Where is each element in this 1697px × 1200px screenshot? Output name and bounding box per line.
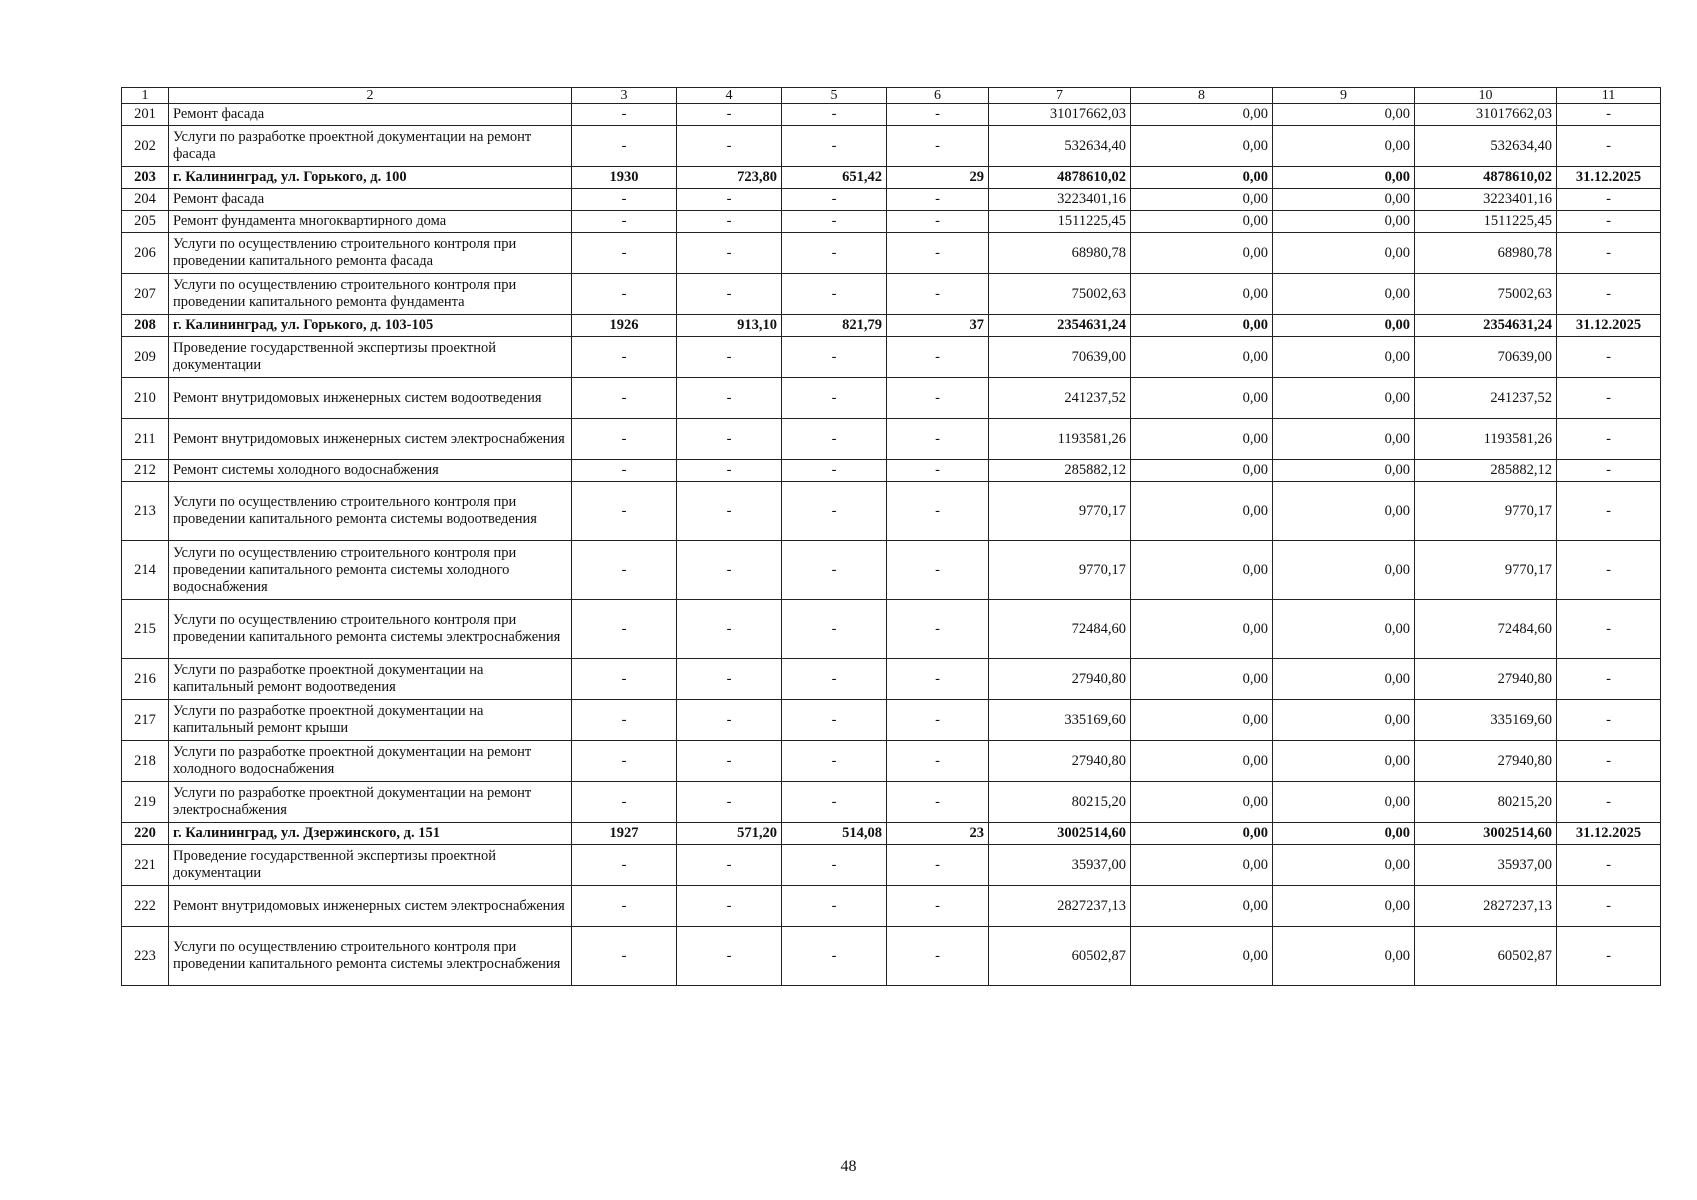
completion-date-cell: - (1557, 460, 1661, 482)
living-area-cell: - (782, 378, 887, 419)
total-area-cell: - (677, 741, 782, 782)
owners-funds-cell: 31017662,03 (1415, 104, 1557, 126)
living-area-cell: - (782, 782, 887, 823)
row-number-cell: 218 (122, 741, 169, 782)
total-cost-cell: 9770,17 (989, 482, 1131, 541)
work-name-cell: Услуги по разработке проектной документации на капитальный ремонт крыши (169, 700, 572, 741)
living-area-cell: - (782, 274, 887, 315)
row-number-cell: 216 (122, 659, 169, 700)
total-cost-cell: 3223401,16 (989, 189, 1131, 211)
regional-funds-cell: 0,00 (1273, 460, 1415, 482)
work-row (122, 104, 1661, 126)
column-number-header (122, 88, 1661, 104)
federal-funds-cell: 0,00 (1131, 460, 1273, 482)
owners-funds-cell: 72484,60 (1415, 600, 1557, 659)
federal-funds-cell: 0,00 (1131, 274, 1273, 315)
owners-funds-cell: 285882,12 (1415, 460, 1557, 482)
row-number-cell: 210 (122, 378, 169, 419)
work-name-cell: Ремонт системы холодного водоснабжения (169, 460, 572, 482)
owners-funds-cell: 9770,17 (1415, 482, 1557, 541)
year-built-cell: - (572, 104, 677, 126)
total-area-cell: - (677, 274, 782, 315)
federal-funds-cell: 0,00 (1131, 211, 1273, 233)
total-cost-cell: 80215,20 (989, 782, 1131, 823)
residents-count-cell: - (887, 126, 989, 167)
total-area-cell: 913,10 (677, 315, 782, 337)
federal-funds-cell: 0,00 (1131, 600, 1273, 659)
total-cost-cell: 27940,80 (989, 659, 1131, 700)
completion-date-cell: - (1557, 927, 1661, 986)
regional-funds-cell: 0,00 (1273, 233, 1415, 274)
living-area-cell: - (782, 541, 887, 600)
year-built-cell: - (572, 460, 677, 482)
work-row (122, 659, 1661, 700)
year-built-cell: - (572, 541, 677, 600)
year-built-cell: - (572, 189, 677, 211)
federal-funds-cell: 0,00 (1131, 741, 1273, 782)
row-number-cell: 222 (122, 886, 169, 927)
regional-funds-cell: 0,00 (1273, 274, 1415, 315)
regional-funds-cell: 0,00 (1273, 337, 1415, 378)
residents-count-cell: - (887, 741, 989, 782)
row-number-cell: 217 (122, 700, 169, 741)
work-row (122, 126, 1661, 167)
completion-date-cell: - (1557, 782, 1661, 823)
total-cost-cell: 70639,00 (989, 337, 1131, 378)
row-number-cell: 214 (122, 541, 169, 600)
residents-count-cell: - (887, 782, 989, 823)
residents-count-cell: - (887, 482, 989, 541)
total-cost-cell: 4878610,02 (989, 167, 1131, 189)
regional-funds-cell: 0,00 (1273, 315, 1415, 337)
regional-funds-cell: 0,00 (1273, 659, 1415, 700)
year-built-cell: - (572, 126, 677, 167)
total-cost-cell: 285882,12 (989, 460, 1131, 482)
completion-date-cell: - (1557, 337, 1661, 378)
total-cost-cell: 72484,60 (989, 600, 1131, 659)
owners-funds-cell: 27940,80 (1415, 659, 1557, 700)
year-built-cell: - (572, 782, 677, 823)
residents-count-cell: - (887, 886, 989, 927)
residents-count-cell: - (887, 419, 989, 460)
regional-funds-cell: 0,00 (1273, 378, 1415, 419)
residents-count-cell: 29 (887, 167, 989, 189)
total-area-cell: 723,80 (677, 167, 782, 189)
living-area-cell: - (782, 211, 887, 233)
total-cost-cell: 1193581,26 (989, 419, 1131, 460)
work-name-cell: Ремонт фундамента многоквартирного дома (169, 211, 572, 233)
row-number-cell: 203 (122, 167, 169, 189)
owners-funds-cell: 2354631,24 (1415, 315, 1557, 337)
federal-funds-cell: 0,00 (1131, 927, 1273, 986)
header-cell: 4 (677, 88, 782, 104)
living-area-cell: 821,79 (782, 315, 887, 337)
row-number-cell: 205 (122, 211, 169, 233)
owners-funds-cell: 241237,52 (1415, 378, 1557, 419)
living-area-cell: - (782, 419, 887, 460)
work-name-cell: Ремонт внутридомовых инженерных систем водоотведения (169, 378, 572, 419)
header-cell: 1 (122, 88, 169, 104)
regional-funds-cell: 0,00 (1273, 104, 1415, 126)
year-built-cell: - (572, 482, 677, 541)
total-cost-cell: 35937,00 (989, 845, 1131, 886)
regional-funds-cell: 0,00 (1273, 845, 1415, 886)
total-area-cell: - (677, 104, 782, 126)
work-name-cell: Услуги по осуществлению строительного контроля при проведении капитального ремонта системы электроснабжения (169, 927, 572, 986)
work-row (122, 337, 1661, 378)
owners-funds-cell: 27940,80 (1415, 741, 1557, 782)
total-area-cell: - (677, 233, 782, 274)
work-row (122, 378, 1661, 419)
page-number: 48 (840, 1158, 857, 1175)
residents-count-cell: 23 (887, 823, 989, 845)
completion-date-cell: - (1557, 419, 1661, 460)
work-name-cell: Проведение государственной экспертизы проектной документации (169, 337, 572, 378)
residents-count-cell: - (887, 274, 989, 315)
work-row (122, 845, 1661, 886)
work-row (122, 211, 1661, 233)
total-cost-cell: 68980,78 (989, 233, 1131, 274)
living-area-cell: - (782, 189, 887, 211)
residents-count-cell: - (887, 541, 989, 600)
works-table (121, 87, 1661, 986)
total-area-cell: - (677, 782, 782, 823)
federal-funds-cell: 0,00 (1131, 782, 1273, 823)
work-row (122, 782, 1661, 823)
work-name-cell: Услуги по осуществлению строительного контроля при проведении капитального ремонта фундамента (169, 274, 572, 315)
work-name-cell: Услуги по разработке проектной документации на капитальный ремонт водоотведения (169, 659, 572, 700)
year-built-cell: - (572, 600, 677, 659)
header-cell: 11 (1557, 88, 1661, 104)
year-built-cell: 1926 (572, 315, 677, 337)
work-row (122, 886, 1661, 927)
header-cell: 6 (887, 88, 989, 104)
work-name-cell: Услуги по разработке проектной документации на ремонт холодного водоснабжения (169, 741, 572, 782)
federal-funds-cell: 0,00 (1131, 541, 1273, 600)
year-built-cell: - (572, 233, 677, 274)
residents-count-cell: - (887, 211, 989, 233)
completion-date-cell: - (1557, 741, 1661, 782)
work-row (122, 460, 1661, 482)
completion-date-cell: 31.12.2025 (1557, 315, 1661, 337)
work-name-cell: г. Калининград, ул. Горького, д. 103-105 (169, 315, 572, 337)
owners-funds-cell: 9770,17 (1415, 541, 1557, 600)
year-built-cell: - (572, 700, 677, 741)
completion-date-cell: - (1557, 482, 1661, 541)
work-name-cell: г. Калининград, ул. Дзержинского, д. 151 (169, 823, 572, 845)
regional-funds-cell: 0,00 (1273, 541, 1415, 600)
work-row (122, 419, 1661, 460)
owners-funds-cell: 70639,00 (1415, 337, 1557, 378)
completion-date-cell: - (1557, 233, 1661, 274)
federal-funds-cell: 0,00 (1131, 482, 1273, 541)
total-cost-cell: 2827237,13 (989, 886, 1131, 927)
residents-count-cell: - (887, 600, 989, 659)
total-area-cell: 571,20 (677, 823, 782, 845)
federal-funds-cell: 0,00 (1131, 378, 1273, 419)
living-area-cell: - (782, 460, 887, 482)
row-number-cell: 206 (122, 233, 169, 274)
year-built-cell: 1930 (572, 167, 677, 189)
row-number-cell: 213 (122, 482, 169, 541)
residents-count-cell: 37 (887, 315, 989, 337)
row-number-cell: 220 (122, 823, 169, 845)
living-area-cell: - (782, 233, 887, 274)
living-area-cell: - (782, 741, 887, 782)
total-cost-cell: 1511225,45 (989, 211, 1131, 233)
header-cell: 8 (1131, 88, 1273, 104)
row-number-cell: 208 (122, 315, 169, 337)
regional-funds-cell: 0,00 (1273, 886, 1415, 927)
work-row (122, 274, 1661, 315)
row-number-cell: 223 (122, 927, 169, 986)
residents-count-cell: - (887, 845, 989, 886)
owners-funds-cell: 3223401,16 (1415, 189, 1557, 211)
residents-count-cell: - (887, 927, 989, 986)
row-number-cell: 204 (122, 189, 169, 211)
completion-date-cell: - (1557, 104, 1661, 126)
regional-funds-cell: 0,00 (1273, 927, 1415, 986)
residents-count-cell: - (887, 337, 989, 378)
federal-funds-cell: 0,00 (1131, 189, 1273, 211)
owners-funds-cell: 35937,00 (1415, 845, 1557, 886)
row-number-cell: 207 (122, 274, 169, 315)
total-area-cell: - (677, 482, 782, 541)
work-name-cell: Услуги по осуществлению строительного контроля при проведении капитального ремонта фасада (169, 233, 572, 274)
living-area-cell: - (782, 845, 887, 886)
year-built-cell: - (572, 659, 677, 700)
header-cell: 2 (169, 88, 572, 104)
total-cost-cell: 3002514,60 (989, 823, 1131, 845)
address-row (122, 167, 1661, 189)
header-cell: 10 (1415, 88, 1557, 104)
completion-date-cell: - (1557, 845, 1661, 886)
federal-funds-cell: 0,00 (1131, 337, 1273, 378)
year-built-cell: - (572, 211, 677, 233)
work-name-cell: Проведение государственной экспертизы проектной документации (169, 845, 572, 886)
living-area-cell: 651,42 (782, 167, 887, 189)
work-row (122, 189, 1661, 211)
work-name-cell: Услуги по разработке проектной документации на ремонт фасада (169, 126, 572, 167)
federal-funds-cell: 0,00 (1131, 167, 1273, 189)
completion-date-cell: - (1557, 189, 1661, 211)
row-number-cell: 212 (122, 460, 169, 482)
federal-funds-cell: 0,00 (1131, 315, 1273, 337)
federal-funds-cell: 0,00 (1131, 659, 1273, 700)
row-number-cell: 201 (122, 104, 169, 126)
row-number-cell: 215 (122, 600, 169, 659)
year-built-cell: - (572, 419, 677, 460)
work-row (122, 600, 1661, 659)
regional-funds-cell: 0,00 (1273, 419, 1415, 460)
residents-count-cell: - (887, 233, 989, 274)
federal-funds-cell: 0,00 (1131, 845, 1273, 886)
work-name-cell: Услуги по осуществлению строительного контроля при проведении капитального ремонта системы водоотведения (169, 482, 572, 541)
owners-funds-cell: 335169,60 (1415, 700, 1557, 741)
work-row (122, 700, 1661, 741)
work-row (122, 541, 1661, 600)
regional-funds-cell: 0,00 (1273, 741, 1415, 782)
total-cost-cell: 532634,40 (989, 126, 1131, 167)
total-cost-cell: 2354631,24 (989, 315, 1131, 337)
address-row (122, 315, 1661, 337)
work-row (122, 927, 1661, 986)
owners-funds-cell: 1511225,45 (1415, 211, 1557, 233)
work-name-cell: Ремонт внутридомовых инженерных систем электроснабжения (169, 419, 572, 460)
total-area-cell: - (677, 541, 782, 600)
work-name-cell: Услуги по осуществлению строительного контроля при проведении капитального ремонта системы электроснабжения (169, 600, 572, 659)
federal-funds-cell: 0,00 (1131, 104, 1273, 126)
total-area-cell: - (677, 700, 782, 741)
living-area-cell: - (782, 126, 887, 167)
total-cost-cell: 31017662,03 (989, 104, 1131, 126)
residents-count-cell: - (887, 104, 989, 126)
total-cost-cell: 335169,60 (989, 700, 1131, 741)
total-area-cell: - (677, 659, 782, 700)
living-area-cell: - (782, 600, 887, 659)
work-name-cell: г. Калининград, ул. Горького, д. 100 (169, 167, 572, 189)
work-row (122, 482, 1661, 541)
regional-funds-cell: 0,00 (1273, 126, 1415, 167)
row-number-cell: 211 (122, 419, 169, 460)
work-row (122, 741, 1661, 782)
total-area-cell: - (677, 189, 782, 211)
year-built-cell: - (572, 845, 677, 886)
completion-date-cell: 31.12.2025 (1557, 167, 1661, 189)
living-area-cell: - (782, 700, 887, 741)
row-number-cell: 221 (122, 845, 169, 886)
row-number-cell: 202 (122, 126, 169, 167)
total-area-cell: - (677, 845, 782, 886)
completion-date-cell: - (1557, 659, 1661, 700)
residents-count-cell: - (887, 659, 989, 700)
federal-funds-cell: 0,00 (1131, 886, 1273, 927)
header-cell: 5 (782, 88, 887, 104)
total-area-cell: - (677, 460, 782, 482)
work-name-cell: Ремонт фасада (169, 104, 572, 126)
owners-funds-cell: 4878610,02 (1415, 167, 1557, 189)
total-area-cell: - (677, 126, 782, 167)
completion-date-cell: - (1557, 541, 1661, 600)
residents-count-cell: - (887, 460, 989, 482)
work-row (122, 233, 1661, 274)
owners-funds-cell: 532634,40 (1415, 126, 1557, 167)
total-cost-cell: 9770,17 (989, 541, 1131, 600)
owners-funds-cell: 80215,20 (1415, 782, 1557, 823)
header-cell: 7 (989, 88, 1131, 104)
total-cost-cell: 241237,52 (989, 378, 1131, 419)
owners-funds-cell: 60502,87 (1415, 927, 1557, 986)
total-area-cell: - (677, 337, 782, 378)
living-area-cell: - (782, 659, 887, 700)
header-cell: 9 (1273, 88, 1415, 104)
completion-date-cell: - (1557, 211, 1661, 233)
owners-funds-cell: 3002514,60 (1415, 823, 1557, 845)
living-area-cell: - (782, 482, 887, 541)
federal-funds-cell: 0,00 (1131, 419, 1273, 460)
year-built-cell: - (572, 927, 677, 986)
work-name-cell: Ремонт фасада (169, 189, 572, 211)
total-area-cell: - (677, 886, 782, 927)
owners-funds-cell: 2827237,13 (1415, 886, 1557, 927)
regional-funds-cell: 0,00 (1273, 700, 1415, 741)
year-built-cell: 1927 (572, 823, 677, 845)
total-cost-cell: 60502,87 (989, 927, 1131, 986)
federal-funds-cell: 0,00 (1131, 126, 1273, 167)
total-area-cell: - (677, 600, 782, 659)
regional-funds-cell: 0,00 (1273, 189, 1415, 211)
completion-date-cell: 31.12.2025 (1557, 823, 1661, 845)
work-name-cell: Услуги по разработке проектной документации на ремонт электроснабжения (169, 782, 572, 823)
completion-date-cell: - (1557, 886, 1661, 927)
header-cell: 3 (572, 88, 677, 104)
regional-funds-cell: 0,00 (1273, 600, 1415, 659)
year-built-cell: - (572, 337, 677, 378)
federal-funds-cell: 0,00 (1131, 700, 1273, 741)
completion-date-cell: - (1557, 700, 1661, 741)
regional-funds-cell: 0,00 (1273, 167, 1415, 189)
regional-funds-cell: 0,00 (1273, 823, 1415, 845)
year-built-cell: - (572, 741, 677, 782)
total-area-cell: - (677, 378, 782, 419)
work-name-cell: Ремонт внутридомовых инженерных систем электроснабжения (169, 886, 572, 927)
regional-funds-cell: 0,00 (1273, 211, 1415, 233)
total-cost-cell: 27940,80 (989, 741, 1131, 782)
total-cost-cell: 75002,63 (989, 274, 1131, 315)
completion-date-cell: - (1557, 378, 1661, 419)
owners-funds-cell: 1193581,26 (1415, 419, 1557, 460)
living-area-cell: 514,08 (782, 823, 887, 845)
living-area-cell: - (782, 104, 887, 126)
living-area-cell: - (782, 337, 887, 378)
completion-date-cell: - (1557, 274, 1661, 315)
year-built-cell: - (572, 886, 677, 927)
residents-count-cell: - (887, 189, 989, 211)
owners-funds-cell: 68980,78 (1415, 233, 1557, 274)
living-area-cell: - (782, 886, 887, 927)
year-built-cell: - (572, 274, 677, 315)
federal-funds-cell: 0,00 (1131, 233, 1273, 274)
owners-funds-cell: 75002,63 (1415, 274, 1557, 315)
year-built-cell: - (572, 378, 677, 419)
total-area-cell: - (677, 419, 782, 460)
completion-date-cell: - (1557, 126, 1661, 167)
living-area-cell: - (782, 927, 887, 986)
regional-funds-cell: 0,00 (1273, 782, 1415, 823)
residents-count-cell: - (887, 700, 989, 741)
completion-date-cell: - (1557, 600, 1661, 659)
regional-funds-cell: 0,00 (1273, 482, 1415, 541)
residents-count-cell: - (887, 378, 989, 419)
total-area-cell: - (677, 927, 782, 986)
row-number-cell: 209 (122, 337, 169, 378)
federal-funds-cell: 0,00 (1131, 823, 1273, 845)
address-row (122, 823, 1661, 845)
total-area-cell: - (677, 211, 782, 233)
work-name-cell: Услуги по осуществлению строительного контроля при проведении капитального ремонта системы холодного водоснабжения (169, 541, 572, 600)
row-number-cell: 219 (122, 782, 169, 823)
